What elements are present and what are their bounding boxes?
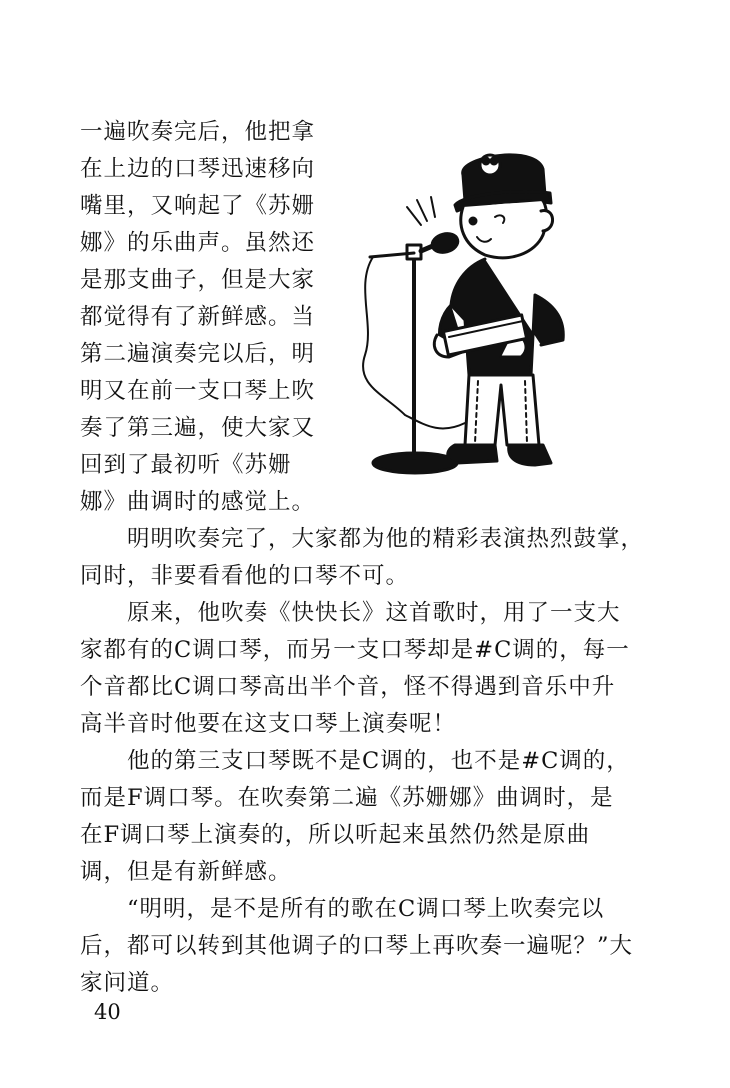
text-line: 奏了第三遍，使大家又	[80, 415, 316, 441]
page-number: 40	[94, 1000, 121, 1024]
text-line: 家都有的C调口琴，而另一支口琴却是#C调的，每一	[80, 637, 630, 663]
text-line: “明明，是不是所有的歌在C调口琴上吹奏完以	[80, 896, 605, 922]
text-line: 一遍吹奏完后，他把拿	[80, 119, 316, 145]
text-line: 调，但是有新鲜感。	[80, 859, 292, 885]
text-line: 明明吹奏完了，大家都为他的精彩表演热烈鼓掌，	[80, 526, 645, 552]
text-line: 在上边的口琴迅速移向	[80, 156, 316, 182]
text-line: 高半音时他要在这支口琴上演奏呢！	[80, 711, 457, 737]
text-line: 家问道。	[80, 970, 175, 996]
text-line: 都觉得有了新鲜感。当	[80, 304, 316, 330]
text-line: 嘴里，又响起了《苏姗	[80, 193, 316, 219]
text-line: 而是F调口琴。在吹奏第二遍《苏姗娜》曲调时，是	[80, 785, 614, 811]
text-line: 第二遍演奏完以后，明	[80, 341, 316, 367]
text-line: 后，都可以转到其他调子的口琴上再吹奏一遍呢？”大	[80, 933, 634, 959]
text-line: 个音都比C调口琴高出半个音，怪不得遇到音乐中升	[80, 674, 616, 700]
text-line: 是那支曲子，但是大家	[80, 267, 316, 293]
text-line: 明又在前一支口琴上吹	[80, 378, 316, 404]
text-line: 娜》的乐曲声。虽然还	[80, 230, 316, 256]
text-line: 原来，他吹奏《快快长》这首歌时，用了一支大	[80, 600, 621, 626]
text-line: 回到了最初听《苏姗	[80, 452, 292, 478]
text-line: 在F调口琴上演奏的，所以听起来虽然仍然是原曲	[80, 822, 591, 848]
text-line: 同时，非要看看他的口琴不可。	[80, 563, 410, 589]
text-line: 他的第三支口琴既不是C调的，也不是#C调的，	[80, 748, 630, 774]
text-line: 娜》曲调时的感觉上。	[80, 489, 316, 515]
boy-playing-harmonica-at-microphone-icon	[345, 145, 585, 485]
